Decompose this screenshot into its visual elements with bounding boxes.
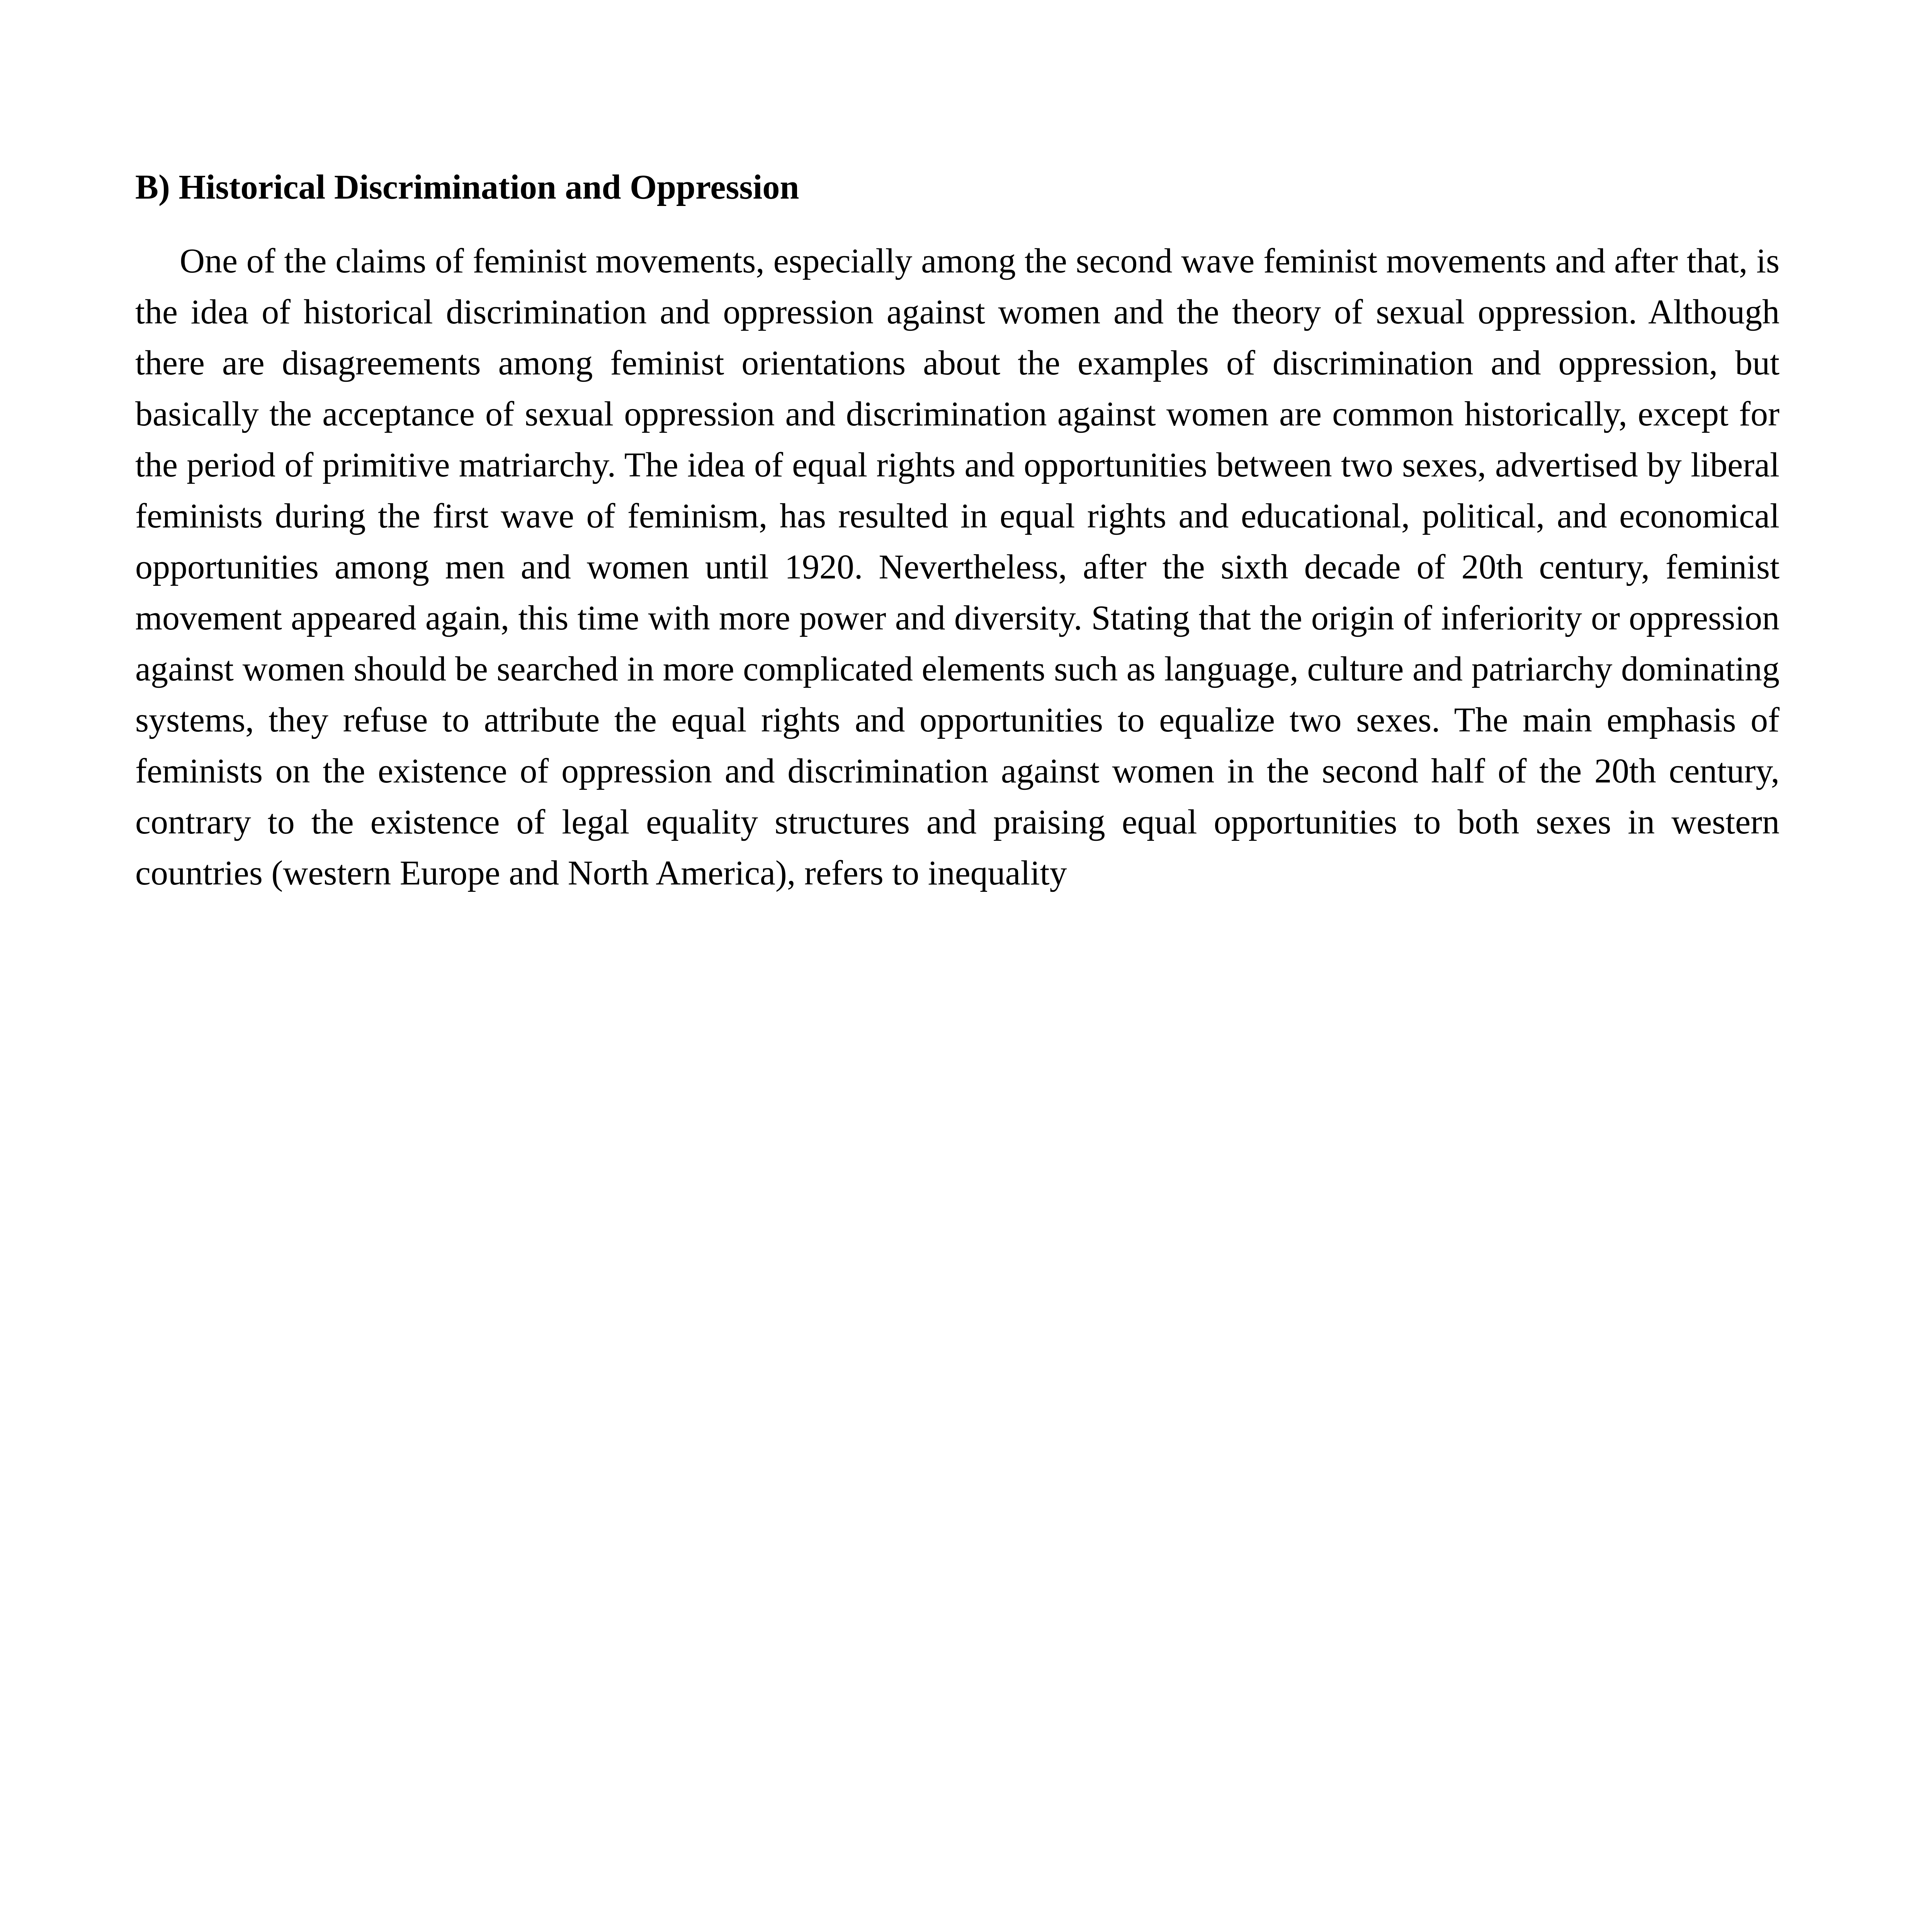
section-heading: B) Historical Discrimination and Oppression [135,168,799,206]
body-paragraph: One of the claims of feminist movements, especially among the second wave feminist movements and after that, is the idea of historical discrimination and oppression against women and the theory of sexual oppression. Although there are disagreements among feminist orientations about the examples of discrimination and oppression, but basically the acceptance of sexual oppression and discrimination against women are common historically, except for the period of primitive matriarchy. The idea of equal rights and opportunities between two sexes, advertised by liberal feminists during the first wave of feminism, has resulted in equal rights and educational, political, and economical opportunities among men and women until 1920. Nevertheless, after the sixth decade of 20th century, feminist movement appeared again, this time with more power and diversity. Stating that the origin of inferiority or oppression against women should be searched in more complicated elements such as language, culture and patriarchy dominating systems, they refuse to attribute the equal rights and opportunities to equalize two sexes. The main emphasis of feminists on the existence of oppression and discrimination against women in the second half of the 20th century, contrary to the existence of legal equality structures and praising equal opportunities to both sexes in western countries (western Europe and North America), refers to inequality [135,242,1780,892]
page-content [135,162,1780,899]
